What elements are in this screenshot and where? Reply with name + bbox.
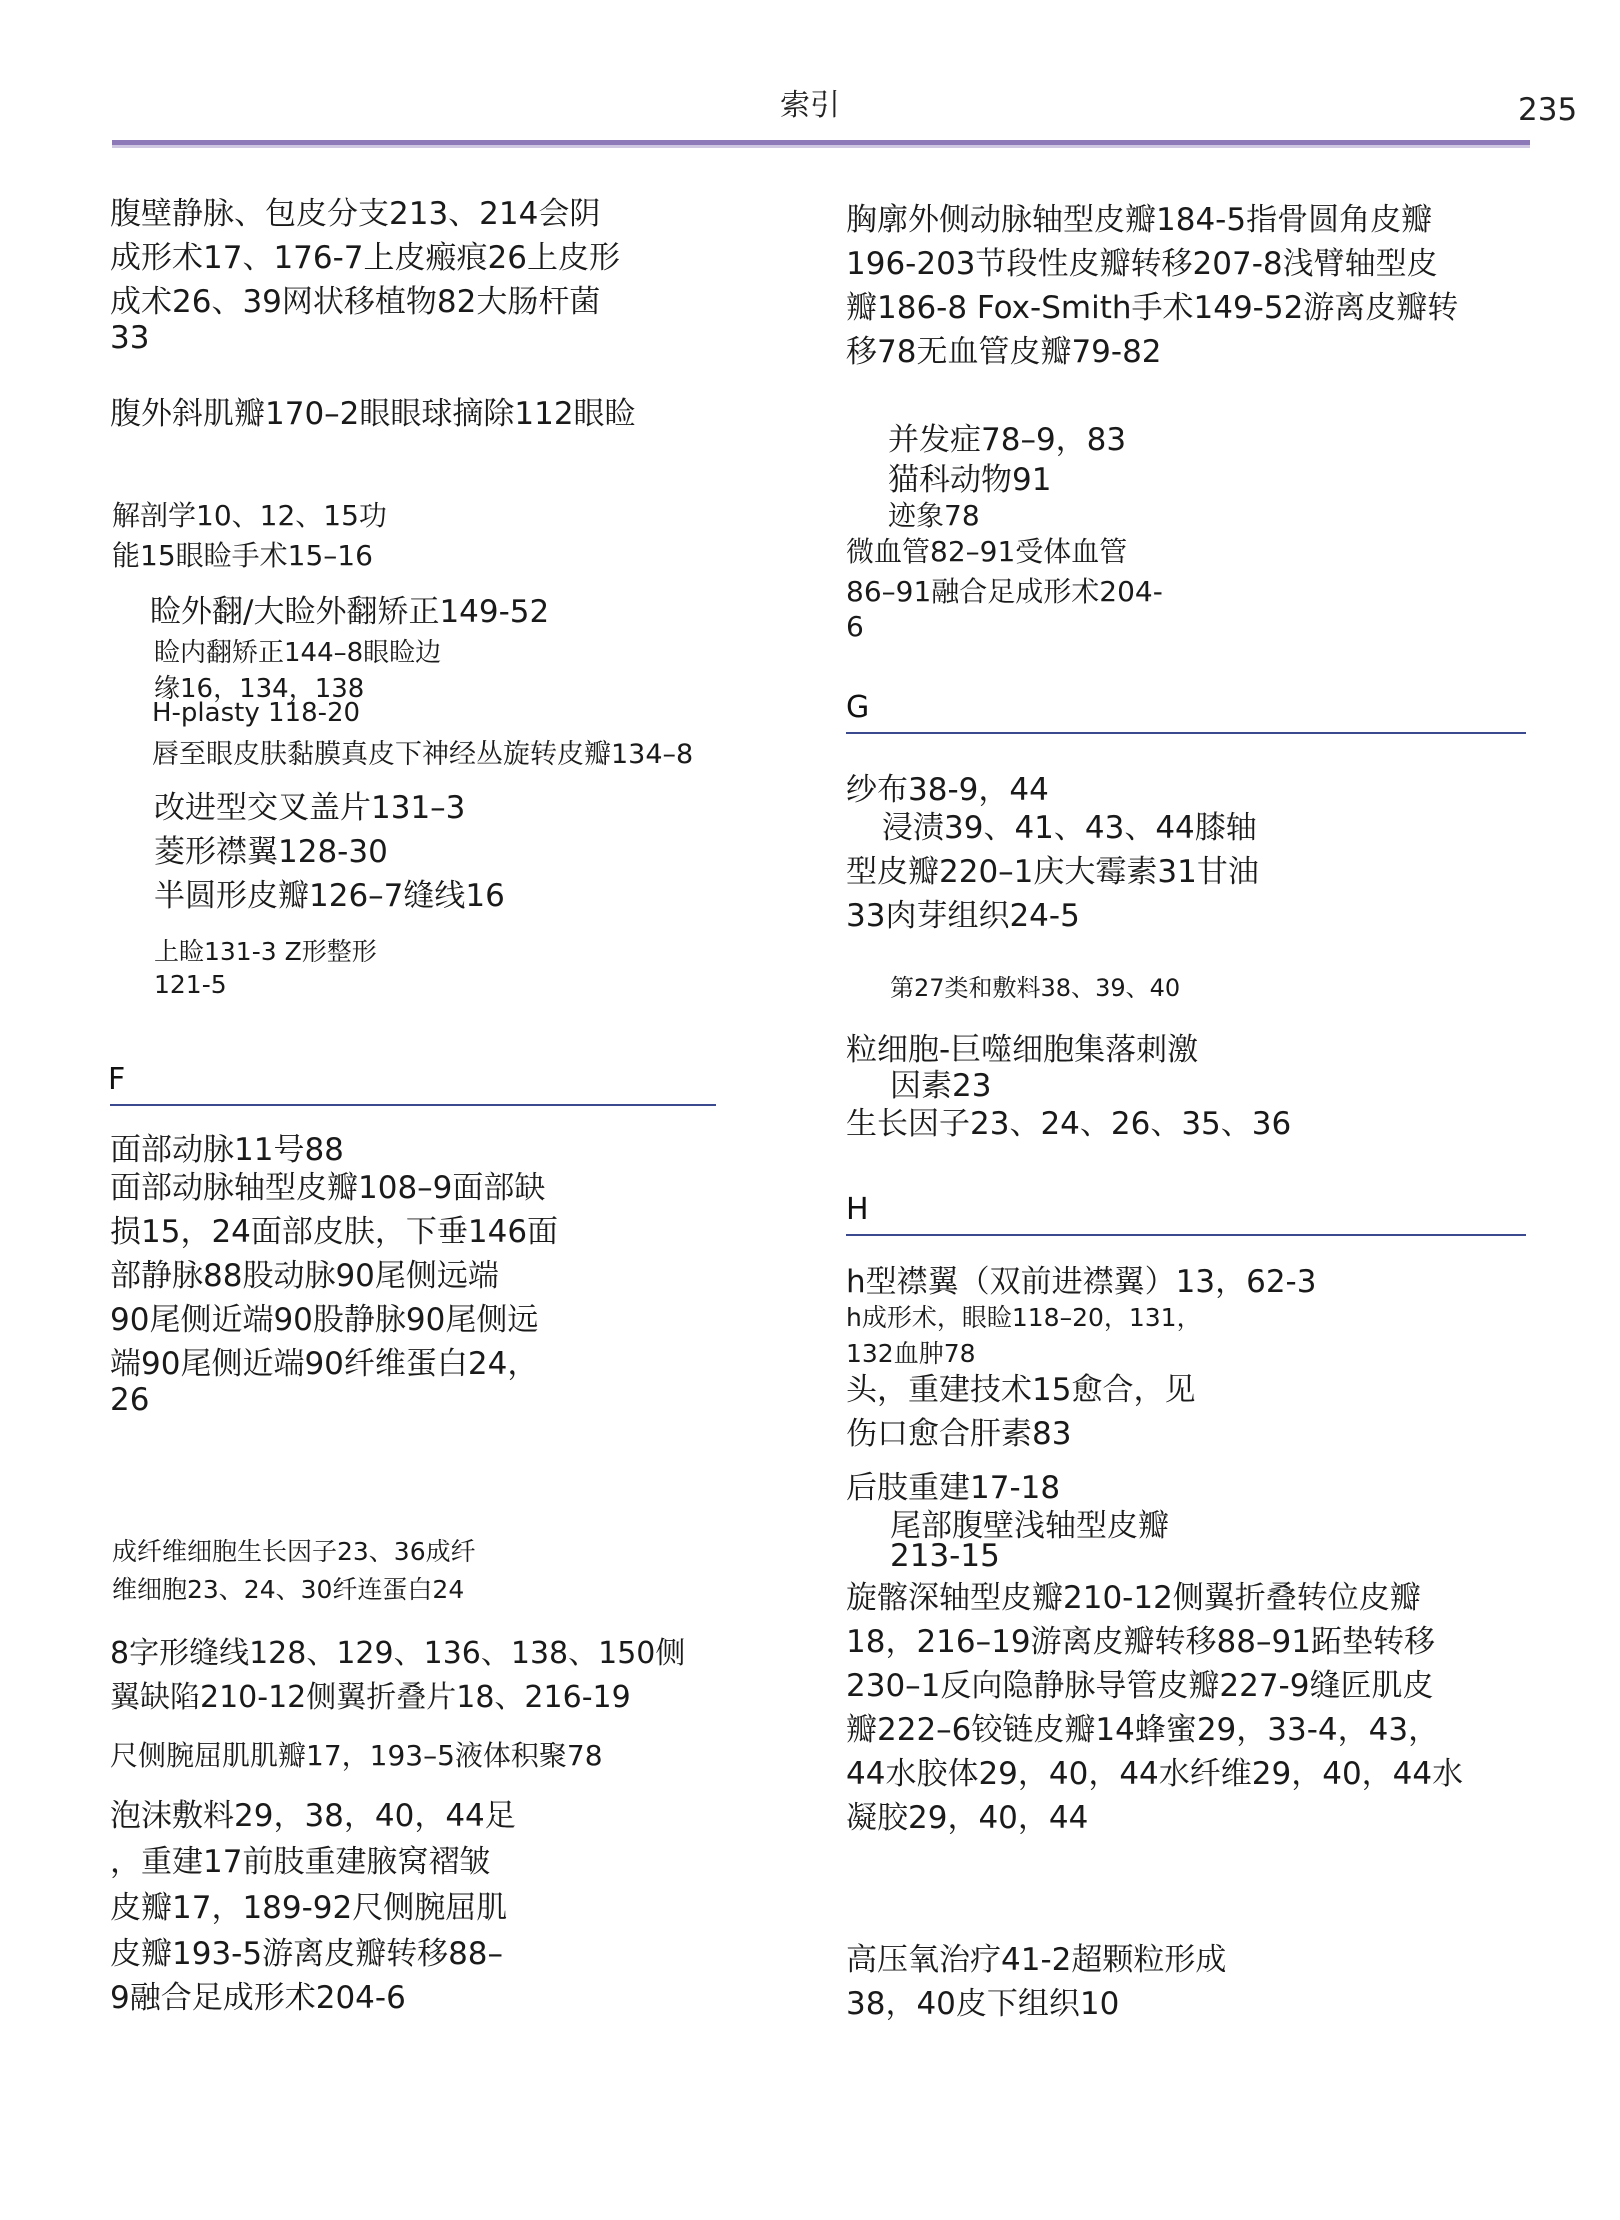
- index-subentry: 并发症78–9，83: [888, 422, 1127, 458]
- index-subentry: 尾部腹壁浅轴型皮瓣: [890, 1508, 1169, 1544]
- index-entry: h型襟翼（双前进襟翼）13，62-3: [846, 1264, 1317, 1300]
- index-entry: 头，重建技术15愈合，见: [846, 1372, 1196, 1408]
- index-entry: 成术26、39网状移植物82大肠杆菌: [110, 284, 601, 320]
- index-entry: 后肢重建17-18: [846, 1470, 1061, 1506]
- index-entry: 瓣222–6铰链皮瓣14蜂蜜29，33-4，43，: [846, 1712, 1440, 1748]
- index-entry: 腹壁静脉、包皮分支213、214会阴: [110, 196, 601, 232]
- index-subentry: 213-15: [890, 1538, 1000, 1574]
- index-subentry: 唇至眼皮肤黏膜真皮下神经丛旋转皮瓣134–8: [152, 739, 694, 770]
- index-entry: 8字形缝线128、129、136、138、150侧: [110, 1636, 686, 1671]
- index-subentry: 上睑131-3 Z形整形: [154, 937, 377, 966]
- page-title: 索引: [780, 88, 840, 123]
- index-entry: 33: [110, 320, 150, 356]
- index-entry: ，重建17前肢重建腋窝褶皱: [110, 1844, 491, 1880]
- index-entry: 翼缺陷210-12侧翼折叠片18、216-19: [110, 1680, 631, 1715]
- index-subentry: 迹象78: [888, 499, 980, 532]
- index-entry: 瓣186-8 Fox-Smith手术149-52游离皮瓣转: [846, 290, 1459, 326]
- section-rule-g: [846, 732, 1526, 734]
- page-number: 235: [1518, 92, 1578, 128]
- index-subentry: 缘16，134，138: [154, 674, 365, 704]
- index-entry: 44水胶体29，40，44水纤维29，40，44水: [846, 1756, 1464, 1792]
- index-subentry: 第27类和敷料38、39、40: [890, 974, 1181, 1002]
- index-subentry: 睑内翻矫正144–8眼睑边: [154, 638, 442, 668]
- index-subentry: 121-5: [154, 970, 227, 999]
- index-entry: 部静脉88股动脉90尾侧远端: [110, 1258, 499, 1294]
- index-entry: 端90尾侧近端90纤维蛋白24，: [110, 1346, 539, 1382]
- index-entry: 高压氧治疗41-2超颗粒形成: [846, 1942, 1227, 1978]
- index-entry: 解剖学10、12、15功: [112, 499, 387, 532]
- index-subentry: 猫科动物91: [888, 462, 1052, 498]
- section-letter-g: G: [846, 690, 870, 725]
- index-entry: 成纤维细胞生长因子23、36成纤: [112, 1537, 476, 1566]
- index-subentry: 改进型交叉盖片131–3: [154, 790, 466, 826]
- index-entry: 皮瓣17，189-92尺侧腕屈肌: [110, 1890, 508, 1926]
- index-subentry: 浸渍39、41、43、44膝轴: [882, 810, 1257, 846]
- index-entry: 胸廓外侧动脉轴型皮瓣184-5指骨圆角皮瓣: [846, 202, 1433, 238]
- index-entry: 18，216–19游离皮瓣转移88–91跖垫转移: [846, 1624, 1435, 1660]
- index-entry: 90尾侧近端90股静脉90尾侧远: [110, 1302, 539, 1338]
- index-subentry: H-plasty 118-20: [152, 698, 361, 728]
- index-entry: 面部动脉11号88: [110, 1132, 344, 1168]
- index-entry: 凝胶29，40，44: [846, 1800, 1089, 1836]
- index-entry: 维细胞23、24、30纤连蛋白24: [112, 1575, 465, 1604]
- index-subentry: 睑外翻/大睑外翻矫正149-52: [150, 594, 550, 630]
- index-entry: 泡沫敷料29，38，40，44足: [110, 1798, 516, 1834]
- index-entry: 损15，24面部皮肤，下垂146面: [110, 1214, 559, 1250]
- index-subentry: 半圆形皮瓣126–7缝线16: [154, 878, 505, 914]
- header-rule-shadow: [112, 145, 1530, 148]
- index-subentry: 菱形襟翼128-30: [154, 834, 388, 870]
- index-subentry: 132血肿78: [846, 1339, 976, 1368]
- index-entry: 38，40皮下组织10: [846, 1986, 1120, 2022]
- index-entry: 微血管82–91受体血管: [846, 535, 1128, 568]
- index-entry: 伤口愈合肝素83: [846, 1416, 1072, 1452]
- index-entry: 型皮瓣220–1庆大霉素31甘油: [846, 854, 1259, 890]
- section-rule-f: [110, 1104, 716, 1106]
- index-entry: 能15眼睑手术15–16: [112, 539, 373, 572]
- index-entry: 旋髂深轴型皮瓣210-12侧翼折叠转位皮瓣: [846, 1580, 1421, 1616]
- index-entry: 粒细胞-巨噬细胞集落刺激: [846, 1032, 1199, 1068]
- index-entry: 移78无血管皮瓣79-82: [846, 334, 1162, 370]
- index-entry: 纱布38-9，44: [846, 772, 1049, 808]
- index-entry: 26: [110, 1382, 150, 1418]
- index-subentry: h成形术，眼睑118–20，131，: [846, 1303, 1202, 1332]
- index-entry: 86–91融合足成形术204-: [846, 575, 1163, 608]
- section-rule-h: [846, 1234, 1526, 1236]
- index-entry: 生长因子23、24、26、35、36: [846, 1106, 1292, 1142]
- index-entry: 230–1反向隐静脉导管皮瓣227-9缝匠肌皮: [846, 1668, 1434, 1704]
- index-entry: 成形术17、176-7上皮瘢痕26上皮形: [110, 240, 620, 276]
- index-entry: 腹外斜肌瓣170–2眼眼球摘除112眼睑: [110, 396, 636, 432]
- index-entry: 尺侧腕屈肌肌瓣17，193–5液体积聚78: [110, 1739, 603, 1772]
- index-entry: 196-203节段性皮瓣转移207-8浅臂轴型皮: [846, 246, 1438, 282]
- section-letter-f: F: [108, 1062, 126, 1097]
- index-entry: 面部动脉轴型皮瓣108–9面部缺: [110, 1170, 546, 1206]
- index-entry: 9融合足成形术204-6: [110, 1980, 406, 2016]
- index-subentry: 因素23: [890, 1068, 992, 1104]
- index-entry: 皮瓣193-5游离皮瓣转移88–: [110, 1936, 504, 1972]
- index-entry: 33肉芽组织24-5: [846, 898, 1080, 934]
- section-letter-h: H: [846, 1192, 869, 1227]
- index-entry: 6: [846, 610, 864, 643]
